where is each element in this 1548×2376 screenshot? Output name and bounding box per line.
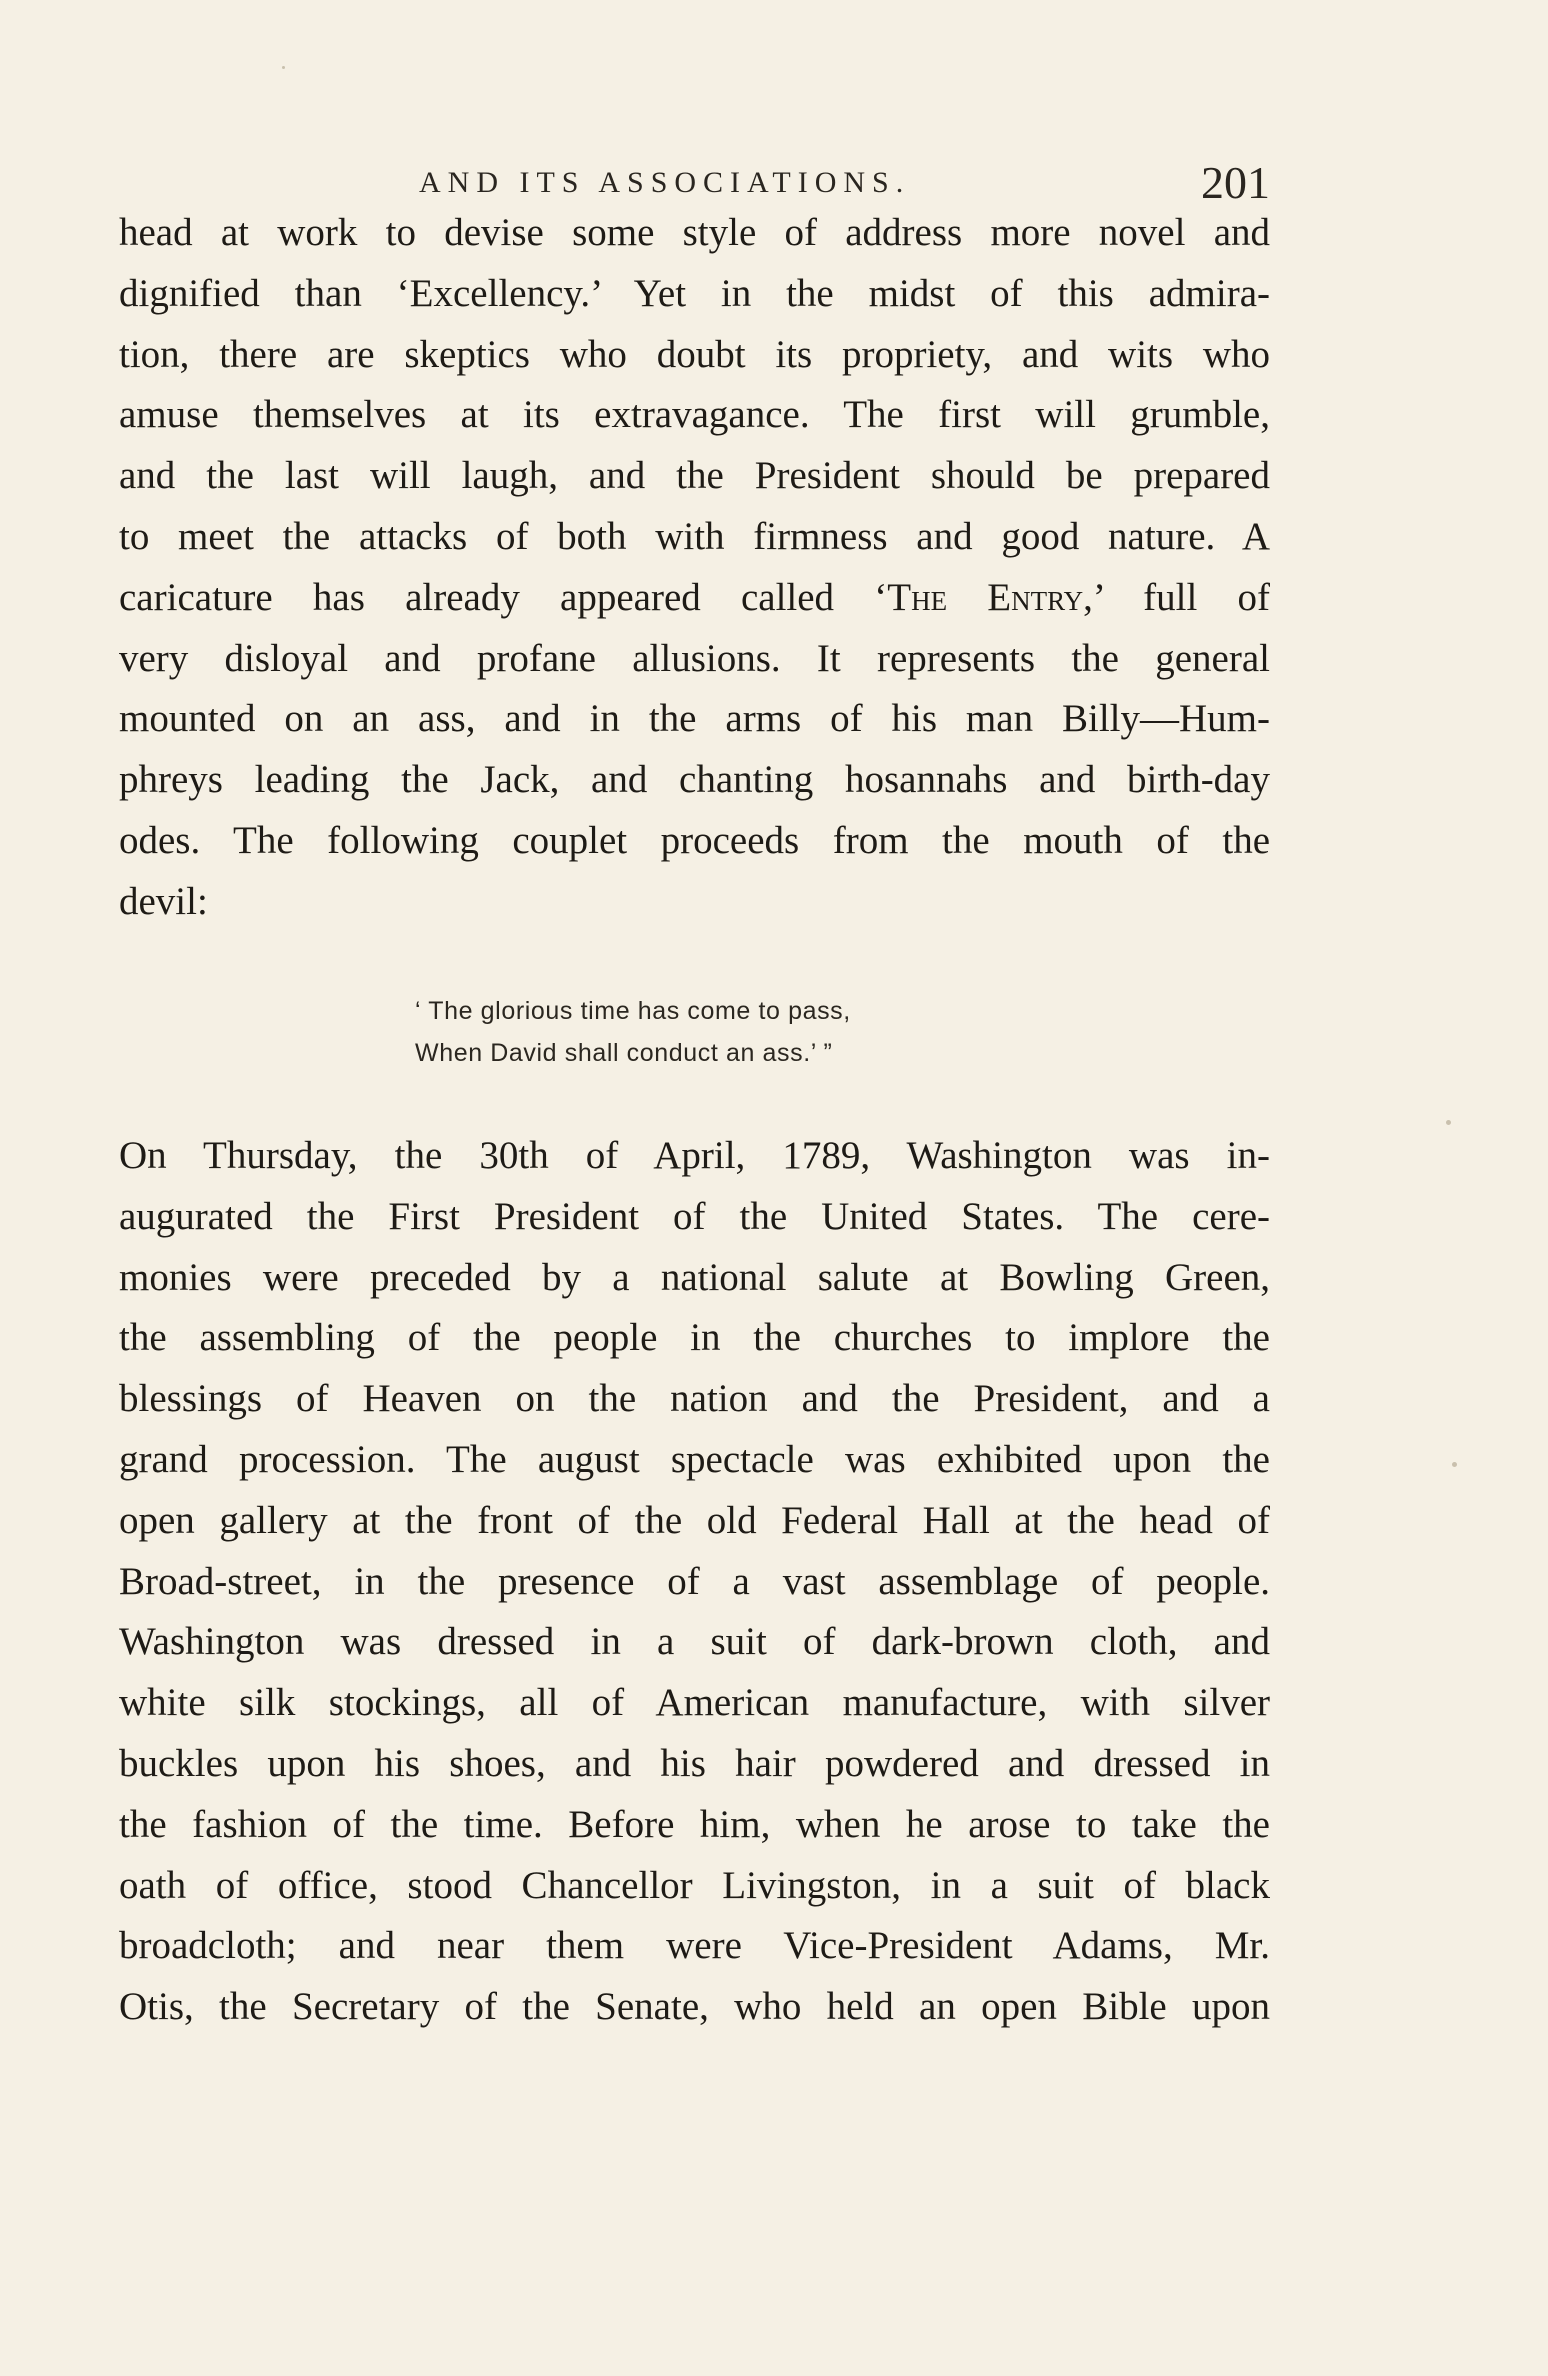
text-line: Broad-street, in the presence of a vast assemblage of people. [119, 1559, 1270, 1603]
text-line: tion, there are skeptics who doubt its propriety, and wits who [119, 332, 1270, 376]
running-title: AND ITS ASSOCIATIONS. [419, 166, 911, 199]
text-line: head at work to devise some style of address more novel and [119, 211, 1270, 254]
text-line: the fashion of the time. Before him, when he arose to take the [119, 1802, 1270, 1846]
text-line: mounted on an ass, and in the arms of his man Billy—Hum- [119, 697, 1270, 741]
text-line: monies were preceded by a national salute at Bowling Green, [119, 1255, 1270, 1299]
paragraph-2 [119, 1126, 1270, 2038]
text-line: odes. The following couplet proceeds from the mouth of the [119, 818, 1270, 862]
text-line: caricature has already appeared called ‘The Entry,’ full of [119, 575, 1270, 619]
text-line: white silk stockings, all of American manufacture, with silver [119, 1681, 1270, 1725]
paper-speck [1452, 1462, 1457, 1467]
text-line: open gallery at the front of the old Federal Hall at the head of [119, 1498, 1270, 1542]
verse-line-1: ‘ The glorious time has come to pass, [415, 997, 851, 1025]
text-line: Washington was dressed in a suit of dark-brown cloth, and [119, 1620, 1270, 1664]
text-line: Otis, the Secretary of the Senate, who held an open Bible upon [119, 1985, 1270, 2029]
text-line: very disloyal and profane allusions. It represents the general [119, 636, 1270, 680]
paper-speck [1446, 1120, 1451, 1125]
text-line: blessings of Heaven on the nation and the President, and a [119, 1377, 1270, 1421]
paragraph-1 [119, 203, 1270, 933]
verse-couplet [415, 990, 851, 1074]
paper-speck [282, 66, 285, 69]
text-line: and the last will laugh, and the President should be prepared [119, 454, 1270, 498]
text-line: broadcloth; and near them were Vice-President Adams, Mr. [119, 1924, 1270, 1968]
text-line: the assembling of the people in the churches to implore the [119, 1316, 1270, 1360]
text-line: phreys leading the Jack, and chanting hosannahs and birth-day [119, 758, 1270, 802]
text-line: dignified than ‘Excellency.’ Yet in the midst of this admira- [119, 271, 1270, 315]
small-caps-title: The Entry [887, 575, 1084, 619]
text-line: buckles upon his shoes, and his hair powdered and dressed in [119, 1741, 1270, 1785]
text-line: amuse themselves at its extravagance. The first will grumble, [119, 393, 1270, 437]
page-number: 201 [1201, 157, 1270, 208]
text-line: On Thursday, the 30th of April, 1789, Washington was in- [119, 1134, 1270, 1177]
text-line: oath of office, stood Chancellor Livingston, in a suit of black [119, 1863, 1270, 1907]
text-line: augurated the First President of the United States. The cere- [119, 1194, 1270, 1238]
text-line: devil: [119, 879, 208, 923]
verse-line-2: When David shall conduct an ass.’ ” [415, 1039, 833, 1067]
text-line: grand procession. The august spectacle was exhibited upon the [119, 1437, 1270, 1481]
text-line: to meet the attacks of both with firmness and good nature. A [119, 514, 1270, 558]
